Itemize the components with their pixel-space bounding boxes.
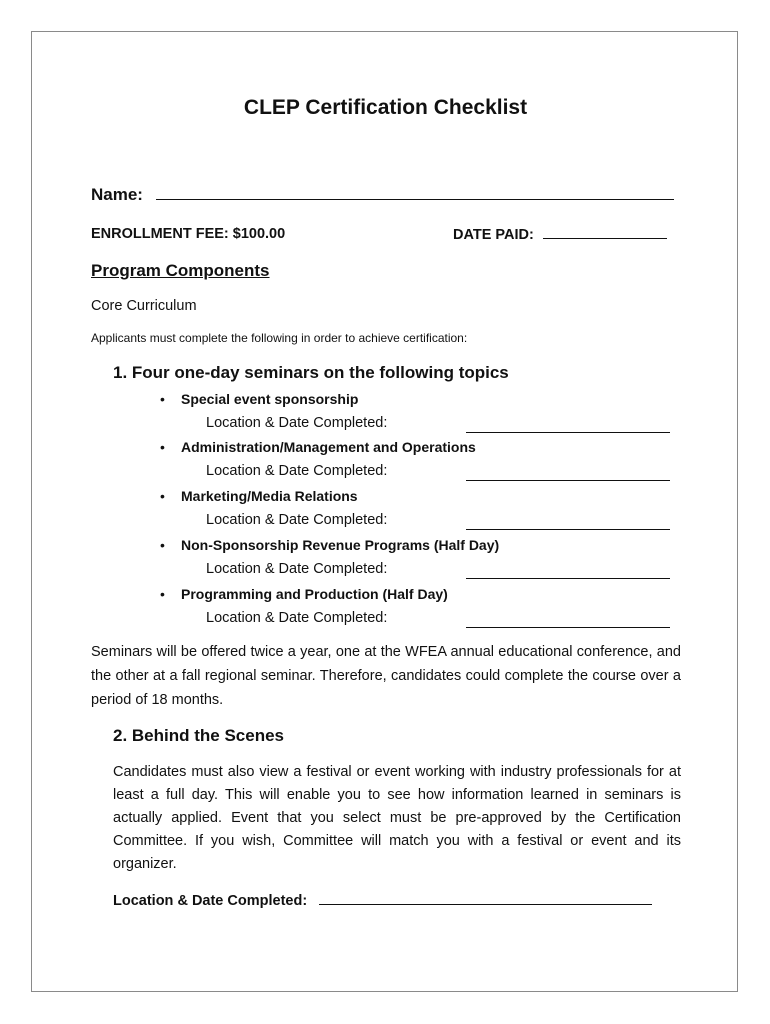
location-date-line[interactable] <box>466 529 670 530</box>
bullet-icon: • <box>160 391 165 407</box>
document-page <box>31 31 738 992</box>
location-date-label: Location & Date Completed: <box>206 512 388 528</box>
location-date-line[interactable] <box>466 432 670 433</box>
topic-item: Marketing/Media Relations <box>181 488 358 504</box>
bullet-icon: • <box>160 488 165 504</box>
topic-item: Special event sponsorship <box>181 391 359 407</box>
location-date-line[interactable] <box>466 627 670 628</box>
name-row <box>91 185 674 205</box>
final-location-row <box>113 892 652 909</box>
topic-item: Non-Sponsorship Revenue Programs (Half Day) <box>181 537 500 553</box>
program-components-heading: Program Components <box>91 261 270 280</box>
location-date-label: Location & Date Completed: <box>206 415 388 431</box>
behind-the-scenes-paragraph: Candidates must also view a festival or event working with industry professionals for at least a full day. This will enable you to see how information learned in seminars is actually applied. Event that you select must be pre-approved by the Certification Committee. If you wish, Committee will match you with a festival or event and its organizer. <box>113 764 681 872</box>
document-title: CLEP Certification Checklist <box>243 96 528 119</box>
topic-item: Programming and Production (Half Day) <box>181 586 448 602</box>
date-paid-line[interactable] <box>543 226 667 239</box>
bullet-icon: • <box>160 439 165 455</box>
bullet-icon: • <box>160 586 165 602</box>
bullet-icon: • <box>160 537 165 553</box>
name-label: Name: <box>91 185 143 204</box>
location-date-label: Location & Date Completed: <box>206 561 388 577</box>
name-field-line[interactable] <box>156 185 674 200</box>
location-date-label: Location & Date Completed: <box>206 610 388 626</box>
core-curriculum-label: Core Curriculum <box>91 298 197 314</box>
date-paid-label: DATE PAID: <box>453 227 534 243</box>
topic-item: Administration/Management and Operations <box>181 439 476 455</box>
date-paid-row <box>453 226 667 243</box>
location-date-line[interactable] <box>466 578 670 579</box>
applicants-note: Applicants must complete the following in order to achieve certification: <box>91 331 468 345</box>
final-location-label: Location & Date Completed: <box>113 893 308 909</box>
enrollment-fee: ENROLLMENT FEE: $100.00 <box>91 226 286 242</box>
location-date-label: Location & Date Completed: <box>206 463 388 479</box>
final-location-line[interactable] <box>319 892 652 905</box>
seminars-paragraph: Seminars will be offered twice a year, one at the WFEA annual educational conference, and the other at a fall regional seminar. Therefore, candidates could complete the course over a period of 18 months. <box>91 644 681 708</box>
section1-heading: 1. Four one-day seminars on the following topics <box>113 363 509 382</box>
location-date-line[interactable] <box>466 480 670 481</box>
section2-heading: 2. Behind the Scenes <box>113 726 284 745</box>
